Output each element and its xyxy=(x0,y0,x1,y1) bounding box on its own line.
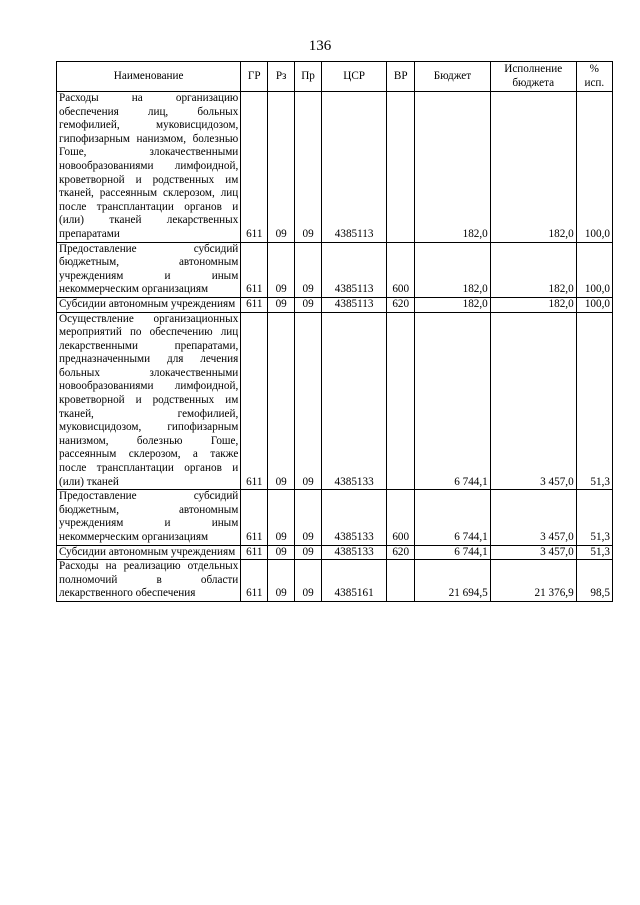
row-vr: 620 xyxy=(387,297,415,312)
table-row xyxy=(57,242,613,297)
row-rz: 09 xyxy=(268,560,295,602)
row-rz: 09 xyxy=(268,490,295,545)
row-name: Расходы на организацию обеспечения лиц, больных гемофилией, муковисцидозом, гипофизарным нанизмом, болезнью Гоше, злокачественными новообразованиями лимфоидной, кроветворной и родственных им тканей, рассеянным склерозом, лиц после трансплантации органов и (или) тканей лекарственных препаратами xyxy=(57,92,241,243)
row-budget: 6 744,1 xyxy=(415,545,491,560)
table-row xyxy=(57,560,613,602)
header-execution: Исполнение бюджета xyxy=(490,62,576,92)
row-percent: 51,3 xyxy=(576,312,612,490)
header-budget: Бюджет xyxy=(415,62,491,92)
row-name: Предоставление субсидий бюджетным, автономным учреждениям и иным некоммерческим организациям xyxy=(57,490,241,545)
row-vr xyxy=(387,92,415,243)
table-row xyxy=(57,92,613,243)
row-csr: 4385161 xyxy=(322,560,387,602)
row-vr xyxy=(387,312,415,490)
row-name: Предоставление субсидий бюджетным, автономным учреждениям и иным некоммерческим организациям xyxy=(57,242,241,297)
row-budget: 182,0 xyxy=(415,297,491,312)
row-rz: 09 xyxy=(268,242,295,297)
row-percent: 51,3 xyxy=(576,545,612,560)
row-csr: 4385113 xyxy=(322,297,387,312)
row-gr: 611 xyxy=(241,242,268,297)
header-name: Наименование xyxy=(57,62,241,92)
row-rz: 09 xyxy=(268,297,295,312)
row-execution: 3 457,0 xyxy=(490,312,576,490)
row-pr: 09 xyxy=(295,545,322,560)
row-vr: 600 xyxy=(387,242,415,297)
row-pr: 09 xyxy=(295,92,322,243)
row-percent: 100,0 xyxy=(576,242,612,297)
header-csr: ЦСР xyxy=(322,62,387,92)
row-name: Осуществление организационных мероприятий по обеспечению лиц лекарственными препаратами, предназначенными для лечения больных злокачественными новообразованиями лимфоидной, кроветворной и родственных им тканей, гемофилией, муковисцидозом, гипофизарным нанизмом, болезнью Гоше, рассеянным склерозом, а также после трансплантации органов и (или) тканей xyxy=(57,312,241,490)
header-percent: % исп. xyxy=(576,62,612,92)
table-row xyxy=(57,297,613,312)
table-row xyxy=(57,490,613,545)
row-gr: 611 xyxy=(241,92,268,243)
row-percent: 100,0 xyxy=(576,92,612,243)
row-execution: 182,0 xyxy=(490,92,576,243)
row-name: Субсидии автономным учреждениям xyxy=(57,545,241,560)
header-row xyxy=(57,62,613,92)
row-budget: 6 744,1 xyxy=(415,490,491,545)
row-csr: 4385113 xyxy=(322,92,387,243)
row-percent: 100,0 xyxy=(576,297,612,312)
row-pr: 09 xyxy=(295,560,322,602)
row-rz: 09 xyxy=(268,312,295,490)
budget-table xyxy=(56,61,613,602)
row-csr: 4385133 xyxy=(322,545,387,560)
page-number: 136 xyxy=(308,38,332,54)
row-execution: 182,0 xyxy=(490,297,576,312)
row-execution: 3 457,0 xyxy=(490,490,576,545)
row-pr: 09 xyxy=(295,297,322,312)
row-gr: 611 xyxy=(241,297,268,312)
row-vr xyxy=(387,560,415,602)
row-gr: 611 xyxy=(241,545,268,560)
header-gr: ГР xyxy=(241,62,268,92)
row-csr: 4385113 xyxy=(322,242,387,297)
row-budget: 6 744,1 xyxy=(415,312,491,490)
header-pr: Пр xyxy=(295,62,322,92)
header-vr: ВР xyxy=(387,62,415,92)
row-pr: 09 xyxy=(295,490,322,545)
row-execution: 21 376,9 xyxy=(490,560,576,602)
row-gr: 611 xyxy=(241,312,268,490)
row-execution: 3 457,0 xyxy=(490,545,576,560)
row-pr: 09 xyxy=(295,242,322,297)
row-rz: 09 xyxy=(268,92,295,243)
row-name: Субсидии автономным учреждениям xyxy=(57,297,241,312)
row-name: Расходы на реализацию отдельных полномочий в области лекарственного обеспечения xyxy=(57,560,241,602)
table-row xyxy=(57,312,613,490)
row-percent: 98,5 xyxy=(576,560,612,602)
row-gr: 611 xyxy=(241,560,268,602)
row-vr: 600 xyxy=(387,490,415,545)
row-rz: 09 xyxy=(268,545,295,560)
row-pr: 09 xyxy=(295,312,322,490)
row-budget: 21 694,5 xyxy=(415,560,491,602)
header-rz: Рз xyxy=(268,62,295,92)
row-budget: 182,0 xyxy=(415,92,491,243)
table-row xyxy=(57,545,613,560)
row-gr: 611 xyxy=(241,490,268,545)
row-budget: 182,0 xyxy=(415,242,491,297)
row-execution: 182,0 xyxy=(490,242,576,297)
row-csr: 4385133 xyxy=(322,490,387,545)
row-csr: 4385133 xyxy=(322,312,387,490)
row-vr: 620 xyxy=(387,545,415,560)
row-percent: 51,3 xyxy=(576,490,612,545)
